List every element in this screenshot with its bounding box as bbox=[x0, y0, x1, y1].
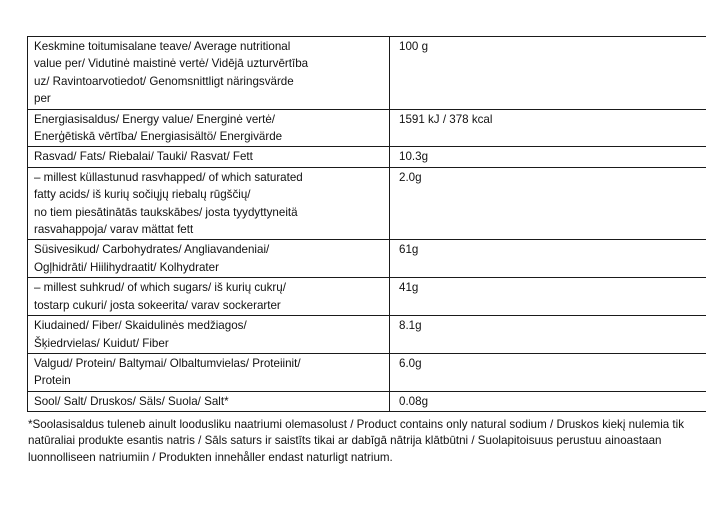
table-row-protein bbox=[28, 353, 706, 391]
table-row-sugars bbox=[28, 278, 706, 316]
row-value: 10.3g bbox=[390, 147, 706, 167]
table-row-header bbox=[28, 37, 706, 110]
row-label: Süsivesikud/ Carbohydrates/ Angliavandeniai/ Ogļhidrāti/ Hiilihydraatit/ Kolhydrater bbox=[28, 240, 390, 278]
table-row-fat bbox=[28, 147, 706, 167]
row-value: 8.1g bbox=[390, 316, 706, 354]
row-value: 0.08g bbox=[390, 391, 706, 411]
table-row-saturated-fat bbox=[28, 167, 706, 240]
table-row-fiber bbox=[28, 316, 706, 354]
row-value: 6.0g bbox=[390, 353, 706, 391]
row-label: Sool/ Salt/ Druskos/ Säls/ Suola/ Salt* bbox=[28, 391, 390, 411]
table-row-energy bbox=[28, 109, 706, 147]
row-label: Valgud/ Protein/ Baltymai/ Olbaltumvielas/ Proteiinit/ Protein bbox=[28, 353, 390, 391]
row-label: – millest küllastunud rasvhapped/ of which saturated fatty acids/ iš kurių sočiųjų riebalų rūgščių/ no tiem piesātinātās taukskābes/ josta tyydyttyneitä rasvahappoja/ varav mättat fett bbox=[28, 167, 390, 240]
salt-footnote: *Soolasisaldus tuleneb ainult loodusliku naatriumi olemasolust / Product contains only natural sodium / Druskos kiekį nulemia tik natūraliai produkte esantis natris / Sāls saturs ir saistīts tikai ar dabīgā nātrija klātbūtni / Suolapitoisuus perustuu ainoastaan luonnolliseen natriumiin / Produkten innehåller endast naturligt natrium. bbox=[28, 418, 685, 464]
row-label: Keskmine toitumisalane teave/ Average nutritional value per/ Vidutinė maistinė vertė/ Vidējā uzturvērtība uz/ Ravintoarvotiedot/ Genomsnittligt näringsvärde per bbox=[28, 37, 390, 110]
table-row-salt bbox=[28, 391, 706, 411]
nutrition-table bbox=[27, 36, 706, 412]
row-value: 2.0g bbox=[390, 167, 706, 240]
row-value: 61g bbox=[390, 240, 706, 278]
table-row-carbohydrates bbox=[28, 240, 706, 278]
row-label: Rasvad/ Fats/ Riebalai/ Tauki/ Rasvat/ Fett bbox=[28, 147, 390, 167]
row-value: 100 g bbox=[390, 37, 706, 110]
row-value: 1591 kJ / 378 kcal bbox=[390, 109, 706, 147]
row-value: 41g bbox=[390, 278, 706, 316]
nutrition-label bbox=[27, 36, 706, 466]
row-label: Energiasisaldus/ Energy value/ Energinė vertė/ Enerģētiskā vērtība/ Energiasisältö/ Energivärde bbox=[28, 109, 390, 147]
row-label: Kiudained/ Fiber/ Skaidulinės medžiagos/ Šķiedrvielas/ Kuidut/ Fiber bbox=[28, 316, 390, 354]
row-label: – millest suhkrud/ of which sugars/ iš kurių cukrų/ tostarp cukuri/ josta sokeerita/ varav sockerarter bbox=[28, 278, 390, 316]
